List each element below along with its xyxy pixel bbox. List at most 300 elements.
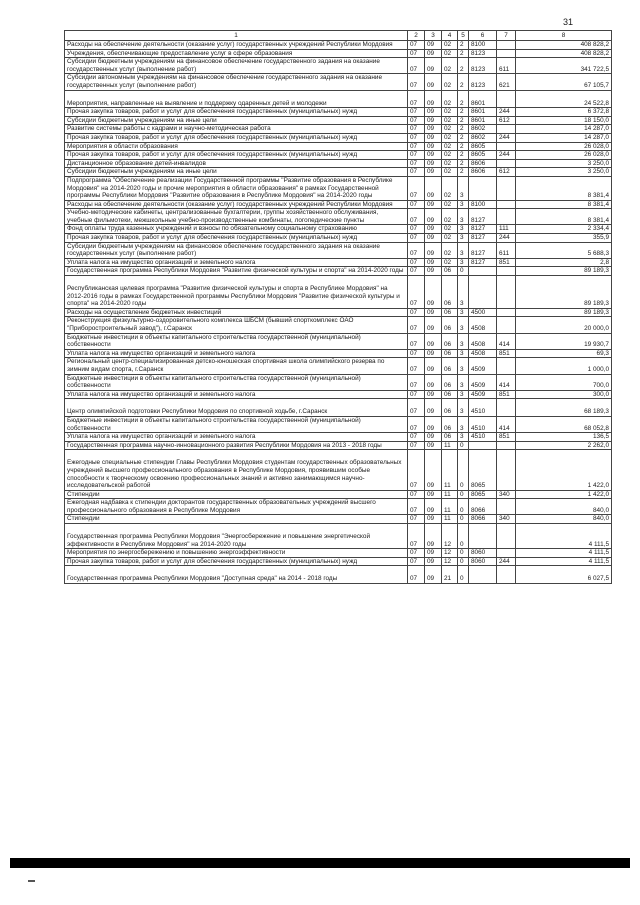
code-cell: 02	[442, 90, 458, 108]
code-cell: 06	[442, 317, 458, 333]
code-cell: 09	[425, 416, 442, 432]
code-cell: 3	[458, 276, 469, 309]
code-cell: 611	[497, 58, 516, 74]
amount-cell: 840,0	[516, 515, 612, 524]
code-cell: 02	[442, 225, 458, 234]
table-row	[65, 225, 612, 234]
code-cell: 09	[425, 41, 442, 50]
code-cell: 2	[458, 142, 469, 151]
code-cell: 3	[458, 242, 469, 258]
table-row	[65, 433, 612, 442]
code-cell: 07	[408, 374, 425, 390]
code-cell: 02	[442, 133, 458, 142]
code-cell: 07	[408, 49, 425, 58]
row-description: Стипендии	[65, 490, 408, 499]
table-row	[65, 125, 612, 134]
row-description: Уплата налога на имущество организаций и земельного налога	[65, 349, 408, 358]
table-row	[65, 267, 612, 276]
amount-cell: 4 111,5	[516, 549, 612, 558]
amount-cell: 26 028,0	[516, 151, 612, 160]
code-cell: 07	[408, 242, 425, 258]
header-cell: 3	[425, 31, 442, 41]
table-row	[65, 49, 612, 58]
code-cell: 611	[497, 242, 516, 258]
code-cell: 2	[458, 58, 469, 74]
table-row	[65, 258, 612, 267]
code-cell: 0	[458, 566, 469, 584]
code-cell: 0	[458, 267, 469, 276]
table-row	[65, 151, 612, 160]
row-description: Государственная программа Республики Мордовия "Доступная среда" на 2014 - 2018 годы	[65, 566, 408, 584]
code-cell: 3	[458, 349, 469, 358]
amount-cell: 68 189,3	[516, 399, 612, 417]
code-cell: 06	[442, 416, 458, 432]
amount-cell: 2,8	[516, 258, 612, 267]
header-cell: 4	[442, 31, 458, 41]
amount-cell: 8 381,4	[516, 176, 612, 200]
code-cell	[497, 41, 516, 50]
table-row	[65, 499, 612, 515]
amount-cell: 4 111,5	[516, 524, 612, 549]
code-cell: 07	[408, 200, 425, 209]
code-cell	[497, 399, 516, 417]
row-description: Учреждения, обеспечивающие предоставление услуг в сфере образования	[65, 49, 408, 58]
code-cell: 11	[442, 450, 458, 490]
code-cell: 09	[425, 515, 442, 524]
table-row	[65, 168, 612, 177]
code-cell: 2	[458, 108, 469, 117]
code-cell	[497, 524, 516, 549]
code-cell: 07	[408, 209, 425, 225]
amount-cell: 341 722,5	[516, 58, 612, 74]
table-row	[65, 242, 612, 258]
code-cell	[497, 209, 516, 225]
table-row	[65, 234, 612, 243]
code-cell	[497, 276, 516, 309]
code-cell: 2	[458, 90, 469, 108]
code-cell: 06	[442, 308, 458, 317]
amount-cell: 24 522,8	[516, 90, 612, 108]
code-cell: 09	[425, 267, 442, 276]
table-row	[65, 58, 612, 74]
amount-cell: 14 287,0	[516, 133, 612, 142]
code-cell: 8123	[469, 49, 497, 58]
code-cell: 07	[408, 524, 425, 549]
code-cell: 07	[408, 450, 425, 490]
code-cell: 07	[408, 490, 425, 499]
code-cell: 612	[497, 168, 516, 177]
amount-cell: 89 189,3	[516, 308, 612, 317]
table-row	[65, 349, 612, 358]
code-cell: 07	[408, 258, 425, 267]
code-cell: 07	[408, 441, 425, 450]
code-cell: 0	[458, 557, 469, 566]
code-cell: 09	[425, 133, 442, 142]
row-description: Мероприятия в области образования	[65, 142, 408, 151]
code-cell: 2	[458, 116, 469, 125]
table-row	[65, 524, 612, 549]
code-cell: 07	[408, 142, 425, 151]
budget-table	[64, 30, 612, 584]
code-cell	[497, 90, 516, 108]
code-cell: 09	[425, 142, 442, 151]
row-description: Фонд оплаты труда казенных учреждений и взносы по обязательному социальному страхованию	[65, 225, 408, 234]
code-cell: 02	[442, 200, 458, 209]
code-cell: 8065	[469, 490, 497, 499]
amount-cell: 68 052,8	[516, 416, 612, 432]
code-cell: 4509	[469, 358, 497, 374]
code-cell: 02	[442, 41, 458, 50]
amount-cell: 26 028,0	[516, 142, 612, 151]
code-cell	[497, 450, 516, 490]
code-cell: 8127	[469, 258, 497, 267]
code-cell: 09	[425, 225, 442, 234]
code-cell: 8601	[469, 116, 497, 125]
table-row	[65, 142, 612, 151]
code-cell: 0	[458, 524, 469, 549]
row-description: Государственная программа Республики Мордовия "Развитие физической культуры и спорта" на 2014-2020 годы	[65, 267, 408, 276]
code-cell: 09	[425, 557, 442, 566]
code-cell: 07	[408, 133, 425, 142]
code-cell: 2	[458, 74, 469, 90]
code-cell: 02	[442, 49, 458, 58]
code-cell: 8100	[469, 200, 497, 209]
row-description: Центр олимпийской подготовки Республики Мордовия по спортивной ходьбе, г.Саранск	[65, 399, 408, 417]
row-description: Государственная программа научно-инновационного развития Республики Мордовия на 2013 - 2018 годы	[65, 441, 408, 450]
code-cell: 09	[425, 524, 442, 549]
code-cell: 2	[458, 133, 469, 142]
table-row	[65, 41, 612, 50]
code-cell: 09	[425, 308, 442, 317]
code-cell: 3	[458, 416, 469, 432]
table-row	[65, 209, 612, 225]
code-cell: 07	[408, 349, 425, 358]
code-cell	[469, 276, 497, 309]
code-cell: 09	[425, 333, 442, 349]
code-cell: 09	[425, 176, 442, 200]
row-description: Стипендии	[65, 515, 408, 524]
code-cell: 12	[442, 524, 458, 549]
amount-cell: 69,3	[516, 349, 612, 358]
code-cell: 340	[497, 515, 516, 524]
code-cell: 8602	[469, 125, 497, 134]
code-cell	[469, 441, 497, 450]
amount-cell: 8 381,4	[516, 200, 612, 209]
code-cell: 11	[442, 490, 458, 499]
code-cell: 09	[425, 168, 442, 177]
code-cell: 02	[442, 168, 458, 177]
table-row	[65, 317, 612, 333]
row-description: Учебно-методические кабинеты, централизованные бухгалтерии, группы хозяйственного обслуживания, учебные фильмотеки, межшкольные учебно-производственные комбинаты, логопедические пункты	[65, 209, 408, 225]
scan-edge-bar	[10, 858, 630, 868]
row-description: Республиканская целевая программа "Развитие физической культуры и спорта в Республике Мордовия" на 2012-2016 годы в рамках Государственной программы Республики Мордовия "Развитие физической культуры и спорта" на 2014-2020 годы	[65, 276, 408, 309]
row-description: Расходы на обеспечение деятельности (оказание услуг) государственных учреждений Республики Мордовия	[65, 41, 408, 50]
code-cell: 07	[408, 358, 425, 374]
code-cell: 3	[458, 308, 469, 317]
code-cell: 02	[442, 159, 458, 168]
row-description: Прочая закупка товаров, работ и услуг для обеспечения государственных (муниципальных) нужд	[65, 108, 408, 117]
row-description: Прочая закупка товаров, работ и услуг для обеспечения государственных (муниципальных) нужд	[65, 151, 408, 160]
code-cell: 07	[408, 108, 425, 117]
code-cell: 09	[425, 276, 442, 309]
code-cell: 07	[408, 333, 425, 349]
code-cell: 09	[425, 441, 442, 450]
code-cell: 8123	[469, 74, 497, 90]
code-cell: 4510	[469, 416, 497, 432]
code-cell: 11	[442, 515, 458, 524]
code-cell: 09	[425, 49, 442, 58]
row-description: Субсидии бюджетным учреждениям на иные цели	[65, 116, 408, 125]
code-cell: 3	[458, 317, 469, 333]
code-cell: 3	[458, 200, 469, 209]
code-cell: 851	[497, 258, 516, 267]
table-row	[65, 450, 612, 490]
code-cell: 07	[408, 41, 425, 50]
table-row	[65, 90, 612, 108]
code-cell: 09	[425, 317, 442, 333]
code-cell	[497, 499, 516, 515]
header-cell: 6	[469, 31, 497, 41]
code-cell: 09	[425, 125, 442, 134]
code-cell: 8605	[469, 151, 497, 160]
table-row	[65, 358, 612, 374]
code-cell	[469, 524, 497, 549]
code-cell: 02	[442, 234, 458, 243]
code-cell: 340	[497, 490, 516, 499]
code-cell: 2	[458, 49, 469, 58]
code-cell	[497, 441, 516, 450]
amount-cell: 3 250,0	[516, 168, 612, 177]
row-description: Ежегодная надбавка к стипендии докторантов государственных образовательных учреждений высшего профессионального образования в Республике Мордовия	[65, 499, 408, 515]
amount-cell: 14 287,0	[516, 125, 612, 134]
code-cell: 4509	[469, 390, 497, 399]
page-number: 31	[563, 17, 574, 27]
code-cell: 09	[425, 499, 442, 515]
code-cell: 02	[442, 258, 458, 267]
table-row	[65, 276, 612, 309]
code-cell: 07	[408, 116, 425, 125]
code-cell: 09	[425, 242, 442, 258]
row-description: Ежегодные специальные стипендии Главы Республики Мордовия студентам государственных образовательных учреждений высшего профессионального образования в Республике Мордовия, проявившим особые способности к творческому освоению профессиональных знаний и активно занимающимся научно-исследовательской работой	[65, 450, 408, 490]
row-description: Подпрограмма "Обеспечение реализации Государственной программы "Развитие образования в Республике Мордовия" на 2014-2020 годы и прочие мероприятия в области образования" в рамках Государственной программы Республики Мордовия "Развитие образования в Республике Мордовия" на 2014-2020 годы	[65, 176, 408, 200]
code-cell: 09	[425, 349, 442, 358]
code-cell: 07	[408, 58, 425, 74]
amount-cell: 136,5	[516, 433, 612, 442]
code-cell: 3	[458, 176, 469, 200]
code-cell: 09	[425, 234, 442, 243]
code-cell: 09	[425, 566, 442, 584]
code-cell: 09	[425, 159, 442, 168]
code-cell: 07	[408, 416, 425, 432]
code-cell: 07	[408, 276, 425, 309]
code-cell: 0	[458, 549, 469, 558]
code-cell: 2	[458, 125, 469, 134]
table-row	[65, 116, 612, 125]
amount-cell: 6 372,8	[516, 108, 612, 117]
code-cell: 2	[458, 159, 469, 168]
code-cell: 4508	[469, 317, 497, 333]
table-row	[65, 374, 612, 390]
code-cell: 621	[497, 74, 516, 90]
code-cell: 07	[408, 176, 425, 200]
code-cell	[497, 317, 516, 333]
code-cell: 851	[497, 349, 516, 358]
code-cell: 02	[442, 209, 458, 225]
code-cell: 8100	[469, 41, 497, 50]
table-row	[65, 133, 612, 142]
code-cell: 09	[425, 151, 442, 160]
code-cell: 3	[458, 390, 469, 399]
code-cell: 244	[497, 133, 516, 142]
table-row	[65, 200, 612, 209]
header-cell: 2	[408, 31, 425, 41]
code-cell: 06	[442, 399, 458, 417]
code-cell: 09	[425, 358, 442, 374]
amount-cell: 89 189,3	[516, 276, 612, 309]
amount-cell: 355,9	[516, 234, 612, 243]
amount-cell: 2 334,4	[516, 225, 612, 234]
code-cell: 3	[458, 358, 469, 374]
code-cell	[469, 267, 497, 276]
scan-mark	[28, 880, 35, 882]
code-cell	[469, 566, 497, 584]
code-cell: 09	[425, 490, 442, 499]
table-row	[65, 333, 612, 349]
amount-cell: 3 250,0	[516, 159, 612, 168]
table-row	[65, 566, 612, 584]
code-cell: 8602	[469, 133, 497, 142]
table-row	[65, 108, 612, 117]
code-cell: 09	[425, 116, 442, 125]
code-cell: 8127	[469, 209, 497, 225]
row-description: Субсидии автономным учреждениям на финансовое обеспечение государственного задания на оказание государственных услуг (выполнение работ)	[65, 74, 408, 90]
code-cell: 07	[408, 168, 425, 177]
code-cell: 851	[497, 433, 516, 442]
code-cell: 07	[408, 515, 425, 524]
code-cell: 06	[442, 390, 458, 399]
table-row	[65, 399, 612, 417]
code-cell: 3	[458, 258, 469, 267]
table-row	[65, 441, 612, 450]
code-cell: 09	[425, 390, 442, 399]
code-cell: 244	[497, 234, 516, 243]
code-cell: 4509	[469, 374, 497, 390]
code-cell: 07	[408, 390, 425, 399]
code-cell: 8123	[469, 58, 497, 74]
code-cell: 07	[408, 557, 425, 566]
row-description: Развитие системы работы с кадрами и научно-методическая работа	[65, 125, 408, 134]
code-cell: 11	[442, 441, 458, 450]
amount-cell: 1 422,0	[516, 450, 612, 490]
row-description: Региональный центр-специализированная детско-юношеская спортивная школа олимпийского резерва по зимним видам спорта, г.Саранск	[65, 358, 408, 374]
code-cell: 09	[425, 374, 442, 390]
amount-cell: 5 688,3	[516, 242, 612, 258]
code-cell: 09	[425, 450, 442, 490]
code-cell: 244	[497, 151, 516, 160]
code-cell: 07	[408, 549, 425, 558]
row-description: Прочая закупка товаров, работ и услуг для обеспечения государственных (муниципальных) нужд	[65, 557, 408, 566]
code-cell: 0	[458, 499, 469, 515]
code-cell: 0	[458, 441, 469, 450]
amount-cell: 18 150,0	[516, 116, 612, 125]
code-cell: 09	[425, 58, 442, 74]
row-description: Бюджетные инвестиции в объекты капитального строительства государственной (муниципальной) собственности	[65, 374, 408, 390]
code-cell: 11	[442, 499, 458, 515]
code-cell	[497, 125, 516, 134]
code-cell: 06	[442, 358, 458, 374]
code-cell: 09	[425, 108, 442, 117]
code-cell: 02	[442, 176, 458, 200]
code-cell: 8060	[469, 557, 497, 566]
code-cell: 06	[442, 276, 458, 309]
code-cell: 4500	[469, 308, 497, 317]
code-cell: 12	[442, 557, 458, 566]
code-cell: 07	[408, 499, 425, 515]
row-description: Мероприятия по энергосбережению и повышению энергоэффективности	[65, 549, 408, 558]
code-cell: 414	[497, 374, 516, 390]
code-cell: 8601	[469, 90, 497, 108]
row-description: Уплата налога на имущество организаций и земельного налога	[65, 258, 408, 267]
row-description: Дистанционное образование детей-инвалидов	[65, 159, 408, 168]
code-cell: 09	[425, 200, 442, 209]
code-cell: 09	[425, 90, 442, 108]
code-cell: 07	[408, 399, 425, 417]
code-cell: 3	[458, 433, 469, 442]
code-cell: 07	[408, 317, 425, 333]
code-cell: 09	[425, 549, 442, 558]
code-cell: 07	[408, 74, 425, 90]
code-cell: 02	[442, 108, 458, 117]
code-cell: 8601	[469, 108, 497, 117]
code-cell: 3	[458, 333, 469, 349]
code-cell: 8066	[469, 515, 497, 524]
amount-cell: 4 111,5	[516, 557, 612, 566]
code-cell: 09	[425, 433, 442, 442]
row-description: Субсидии бюджетным учреждениям на финансовое обеспечение государственного задания на оказание государственных услуг (выполнение работ)	[65, 58, 408, 74]
code-cell: 07	[408, 125, 425, 134]
code-cell	[497, 159, 516, 168]
code-cell	[469, 176, 497, 200]
code-cell: 06	[442, 433, 458, 442]
row-description: Расходы на обеспечение деятельности (оказание услуг) государственных учреждений Республики Мордовия	[65, 200, 408, 209]
code-cell: 8605	[469, 142, 497, 151]
row-description: Расходы на осуществление бюджетных инвестиций	[65, 308, 408, 317]
header-cell: 5	[458, 31, 469, 41]
code-cell: 2	[458, 151, 469, 160]
code-cell: 02	[442, 58, 458, 74]
code-cell: 0	[458, 450, 469, 490]
code-cell: 612	[497, 116, 516, 125]
code-cell	[497, 358, 516, 374]
amount-cell: 89 189,3	[516, 267, 612, 276]
amount-cell: 1 000,0	[516, 358, 612, 374]
code-cell: 3	[458, 399, 469, 417]
code-cell: 4510	[469, 399, 497, 417]
code-cell	[497, 176, 516, 200]
table-header-row	[65, 31, 612, 41]
code-cell: 244	[497, 108, 516, 117]
code-cell: 414	[497, 416, 516, 432]
code-cell: 07	[408, 308, 425, 317]
table-row	[65, 390, 612, 399]
row-description: Субсидии бюджетным учреждениям на иные цели	[65, 168, 408, 177]
code-cell: 02	[442, 242, 458, 258]
code-cell: 06	[442, 349, 458, 358]
code-cell: 8066	[469, 499, 497, 515]
code-cell: 8127	[469, 234, 497, 243]
code-cell: 8065	[469, 450, 497, 490]
table-row	[65, 416, 612, 432]
